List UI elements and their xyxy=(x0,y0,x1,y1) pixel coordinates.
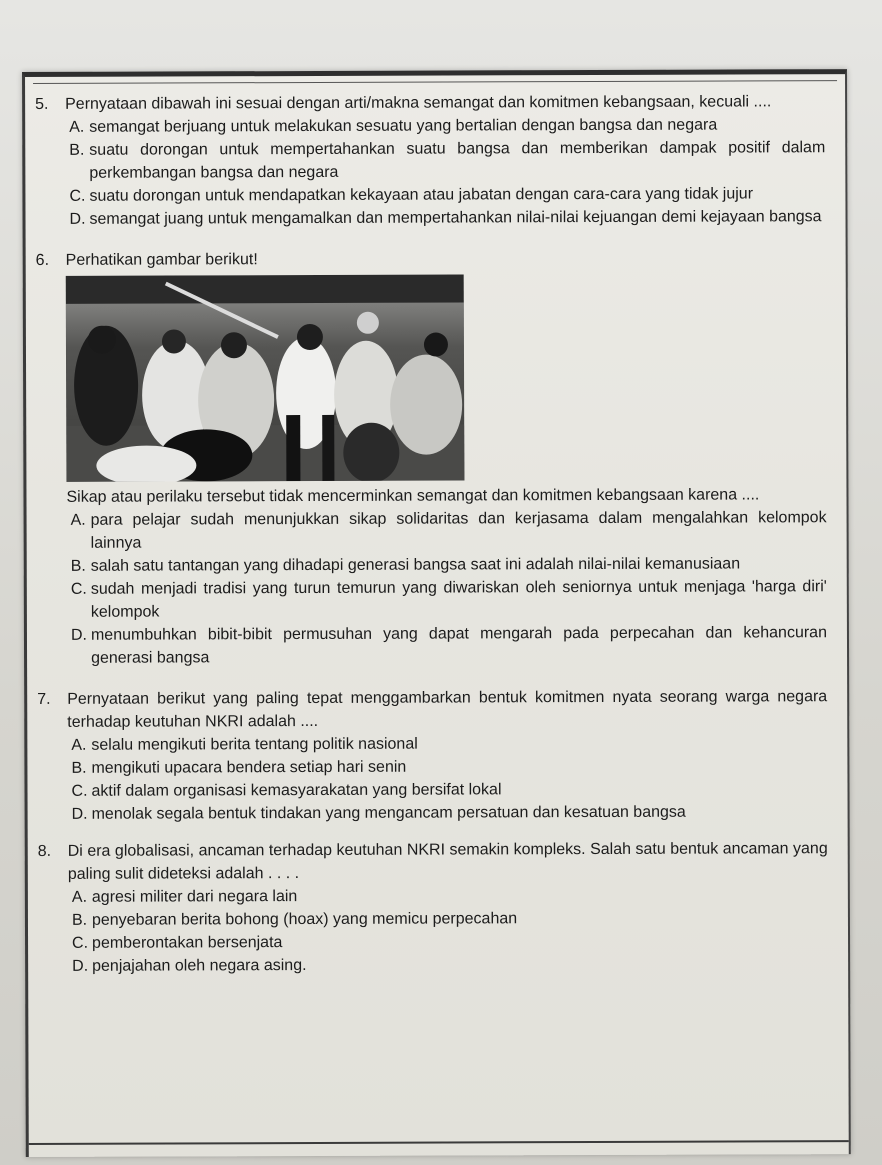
option-d[interactable] xyxy=(68,800,828,826)
option-text: agresi militer dari negara lain xyxy=(91,888,298,906)
option-a[interactable] xyxy=(67,731,827,757)
option-letter: A. xyxy=(70,511,86,529)
question-5 xyxy=(35,90,826,231)
option-d[interactable] xyxy=(65,205,825,231)
option-a[interactable] xyxy=(68,883,828,909)
option-text: salah satu tantangan yang dihadapi generasi bangsa saat ini adalah nilai-nilai kemanusiaan xyxy=(90,555,741,575)
option-text: menumbuhkan bibit-bibit permusuhan yang dapat mengarah pada perpecahan dan kehancuran generasi bangsa xyxy=(90,624,827,667)
question-intro: Perhatikan gambar berikut! xyxy=(65,251,258,269)
option-letter: B. xyxy=(71,911,88,929)
option-text: penjajahan oleh negara asing. xyxy=(92,957,307,975)
option-text: selalu mengikuti berita tentang politik nasional xyxy=(91,735,418,754)
question-7 xyxy=(37,685,828,826)
option-b[interactable] xyxy=(68,906,828,932)
option-text: para pelajar sudah menunjukkan sikap solidaritas dan kerjasama dalam mengalahkan kelompok lainnya xyxy=(90,509,827,552)
option-a[interactable] xyxy=(67,506,827,555)
option-letter: A. xyxy=(69,118,85,136)
option-c[interactable] xyxy=(68,929,828,955)
option-d[interactable] xyxy=(67,621,827,670)
option-letter: D. xyxy=(71,805,88,823)
option-text: menolak segala bentuk tindakan yang mengancam persatuan dan kesatuan bangsa xyxy=(91,803,686,823)
option-letter: D. xyxy=(70,626,87,644)
question-number: 7. xyxy=(37,690,51,708)
option-letter: C. xyxy=(72,934,89,952)
option-text: mengikuti upacara bendera setiap hari senin xyxy=(91,758,407,777)
question-list xyxy=(35,90,828,978)
option-b[interactable] xyxy=(67,552,827,578)
option-letter: B. xyxy=(69,141,85,159)
option-text: semangat juang untuk mengamalkan dan mempertahankan nilai-nilai kejuangan demi kejayaan bangsa xyxy=(89,208,822,228)
option-c[interactable] xyxy=(65,182,825,208)
bottom-rule xyxy=(29,1140,849,1145)
option-letter: B. xyxy=(70,557,86,575)
option-letter: D. xyxy=(72,957,89,975)
option-text: aktif dalam organisasi kemasyarakatan yang bersifat lokal xyxy=(91,781,502,800)
question-number: 8. xyxy=(37,842,52,860)
question-stem: Sikap atau perilaku tersebut tidak mencerminkan semangat dan komitmen kebangsaan karena .... xyxy=(66,486,760,506)
option-text: pemberontakan bersenjata xyxy=(92,934,283,952)
option-d[interactable] xyxy=(68,952,828,978)
question-number: 5. xyxy=(35,95,49,113)
option-letter: B. xyxy=(71,759,87,777)
worksheet-page xyxy=(22,69,851,1157)
option-c[interactable] xyxy=(67,575,827,624)
option-c[interactable] xyxy=(67,777,827,803)
option-text: suatu dorongan untuk mempertahankan suatu bangsa dan memberikan dampak positif dalam perkembangan bangsa dan negara xyxy=(89,139,826,182)
option-letter: A. xyxy=(71,888,88,906)
option-text: sudah menjadi tradisi yang turun temurun yang diwariskan oleh seniornya untuk menjaga 'harga diri' kelompok xyxy=(90,578,827,621)
question-stem: Pernyataan berikut yang paling tepat menggambarkan bentuk komitmen nyata seorang warga negara terhadap keutuhan NKRI adalah .... xyxy=(67,688,828,731)
option-letter: D. xyxy=(69,210,86,228)
option-letter: C. xyxy=(70,580,87,598)
question-6 xyxy=(35,246,827,670)
option-text: penyebaran berita bohong (hoax) yang memicu perpecahan xyxy=(91,910,518,929)
question-8 xyxy=(37,837,828,978)
option-text: semangat berjuang untuk melakukan sesuatu yang bertalian dengan bangsa dan negara xyxy=(89,116,718,136)
top-rule xyxy=(33,80,837,84)
option-text: suatu dorongan untuk mendapatkan kekayaan atau jabatan dengan cara-cara yang tidak jujur xyxy=(89,185,754,205)
question-stem: Pernyataan dibawah ini sesuai dengan arti/makna semangat dan komitmen kebangsaan, kecuali .... xyxy=(65,93,772,113)
option-b[interactable] xyxy=(67,754,827,780)
option-b[interactable] xyxy=(65,136,825,185)
brawl-photo xyxy=(66,274,465,481)
brawl-photo-image xyxy=(66,274,465,481)
option-letter: A. xyxy=(71,736,87,754)
option-a[interactable] xyxy=(65,113,825,139)
option-letter: C. xyxy=(71,782,88,800)
question-number: 6. xyxy=(35,251,50,269)
question-stem: Di era globalisasi, ancaman terhadap keutuhan NKRI semakin kompleks. Salah satu bentuk ancaman yang paling sulit dideteksi adalah . . . . xyxy=(67,840,828,883)
option-letter: C. xyxy=(69,187,86,205)
